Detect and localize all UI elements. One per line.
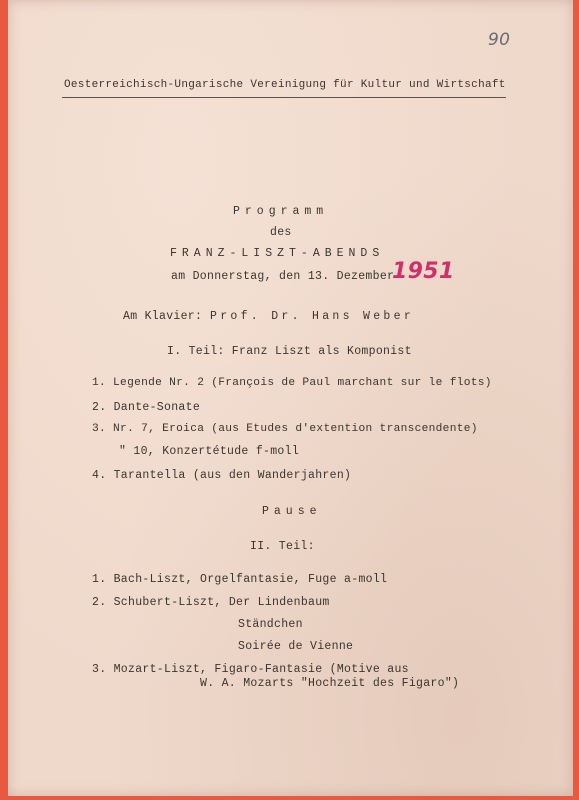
part2-item-3b: W. A. Mozarts "Hochzeit des Figaro") <box>200 677 460 690</box>
part2-item-3: 3. Mozart-Liszt, Figaro-Fantasie (Motive aus <box>92 663 409 676</box>
part2-heading: II. Teil: <box>250 540 315 553</box>
title-des: des <box>270 226 292 239</box>
part1-item-1: 1. Legende Nr. 2 (François de Paul marchant sur le flots) <box>92 377 492 389</box>
pause-label: Pause <box>262 505 322 518</box>
handwritten-year: 1951 <box>392 259 455 284</box>
title-programm: Programm <box>233 205 329 218</box>
part2-item-2b: Ständchen <box>238 618 303 631</box>
part2-item-2: 2. Schubert-Liszt, Der Lindenbaum <box>92 596 330 609</box>
header-organization: Oesterreichisch-Ungarische Vereinigung für Kultur und Wirtschaft <box>64 79 506 91</box>
pianist-name: Prof. Dr. Hans Weber <box>210 310 415 323</box>
part2-item-1: 1. Bach-Liszt, Orgelfantasie, Fuge a-moll <box>92 573 388 586</box>
part2-item-2c: Soirée de Vienne <box>238 640 354 653</box>
title-franz-liszt-abends: FRANZ-LISZT-ABENDS <box>170 247 385 260</box>
part1-item-3: 3. Nr. 7, Eroica (aus Etudes d'extention transcendente) <box>92 423 478 435</box>
header-underline <box>62 97 506 98</box>
pianist-label: Am Klavier: <box>123 310 203 323</box>
part1-item-4: 4. Tarantella (aus den Wanderjahren) <box>92 469 352 482</box>
part1-heading: I. Teil: Franz Liszt als Komponist <box>167 345 412 358</box>
part1-item-3b: " 10, Konzertétude f-moll <box>119 445 300 458</box>
part1-item-2: 2. Dante-Sonate <box>92 401 201 414</box>
title-date-line: am Donnerstag, den 13. Dezember <box>171 270 395 283</box>
page-number: 90 <box>488 30 511 50</box>
